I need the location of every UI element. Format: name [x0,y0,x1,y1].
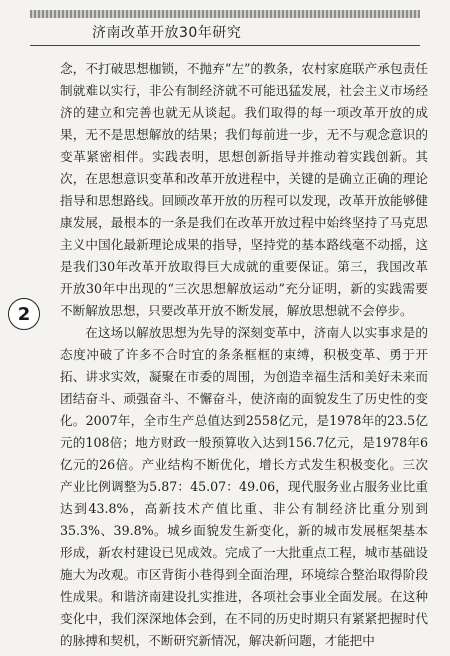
page-number-badge: 2 [8,298,40,330]
running-header [30,0,420,56]
paragraph: 在这场以解放思想为先导的深刻变革中，济南人以实事求是的态度冲破了许多不合时宜的条条框框的束缚，积极变革、勇于开拓、讲求实效，凝聚在市委的周围，为创造幸福生活和美好未来而团结奋斗、顽强奋斗、不懈奋斗，使济南的面貌发生了历史性的变化。2007年，全市生产总值达到2558亿元，是1978年的23.5亿元的108倍；地方财政一般预算收入达到156.7亿元，是1978年6亿元的26倍。产业结构不断优化，增长方式发生积极变化。三次产业比例调整为5.87：45.07：49.06，现代服务业占服务业比重达到43.8%，高新技术产值比重、非公有制经济比重分别到35.3%、39.8%。城乡面貌发生新变化，新的城市发展框架基本形成，新农村建设已见成效。完成了一大批重点工程，城市基础设施大为改观。市区背街小巷得到全面治理，环境综合整治取得阶段性成果。和谐济南建设扎实推进，各项社会事业全面发展。在这种变化中，我们深深地体会到，在不同的历史时期只有紧紧把握时代的脉搏和契机，不断研究新情况，解决新问题，才能把中 [60,325,428,648]
header-rule [30,45,420,46]
header-title: 济南改革开放30年研究 [92,25,242,41]
body-text [60,58,428,652]
header-decorative-bar [30,10,420,18]
paragraph-continued: 念，不打破思想枷锁，不抛弃“左”的教条，农村家庭联产承包责任制就难以实行，非公有制经济就不可能迅猛发展，社会主义市场经济的建立和完善也就无从谈起。我们取得的每一项改革开放的成果，无不是思想解放的结果；我们每前进一步，无不与观念意识的变革紧密相伴。实践表明，思想创新指导并推动着实践创新。其次，在思想意识变革和改革开放进程中，关键的是确立正确的理论指导和思想路线。回顾改革开放的历程可以发现，改革开放能够健康发展，最根本的一条是我们在改革开放过程中始终坚持了马克思主义中国化最新理论成果的指导，坚持党的基本路线毫不动摇，这是我们30年改革开放取得巨大成就的重要保证。第三，我国改革开放30年中出现的“三次思想解放运动”充分证明，新的实践需要不断解放思想，只要改革开放不断发展，解放思想就不会停步。 [60,61,428,318]
